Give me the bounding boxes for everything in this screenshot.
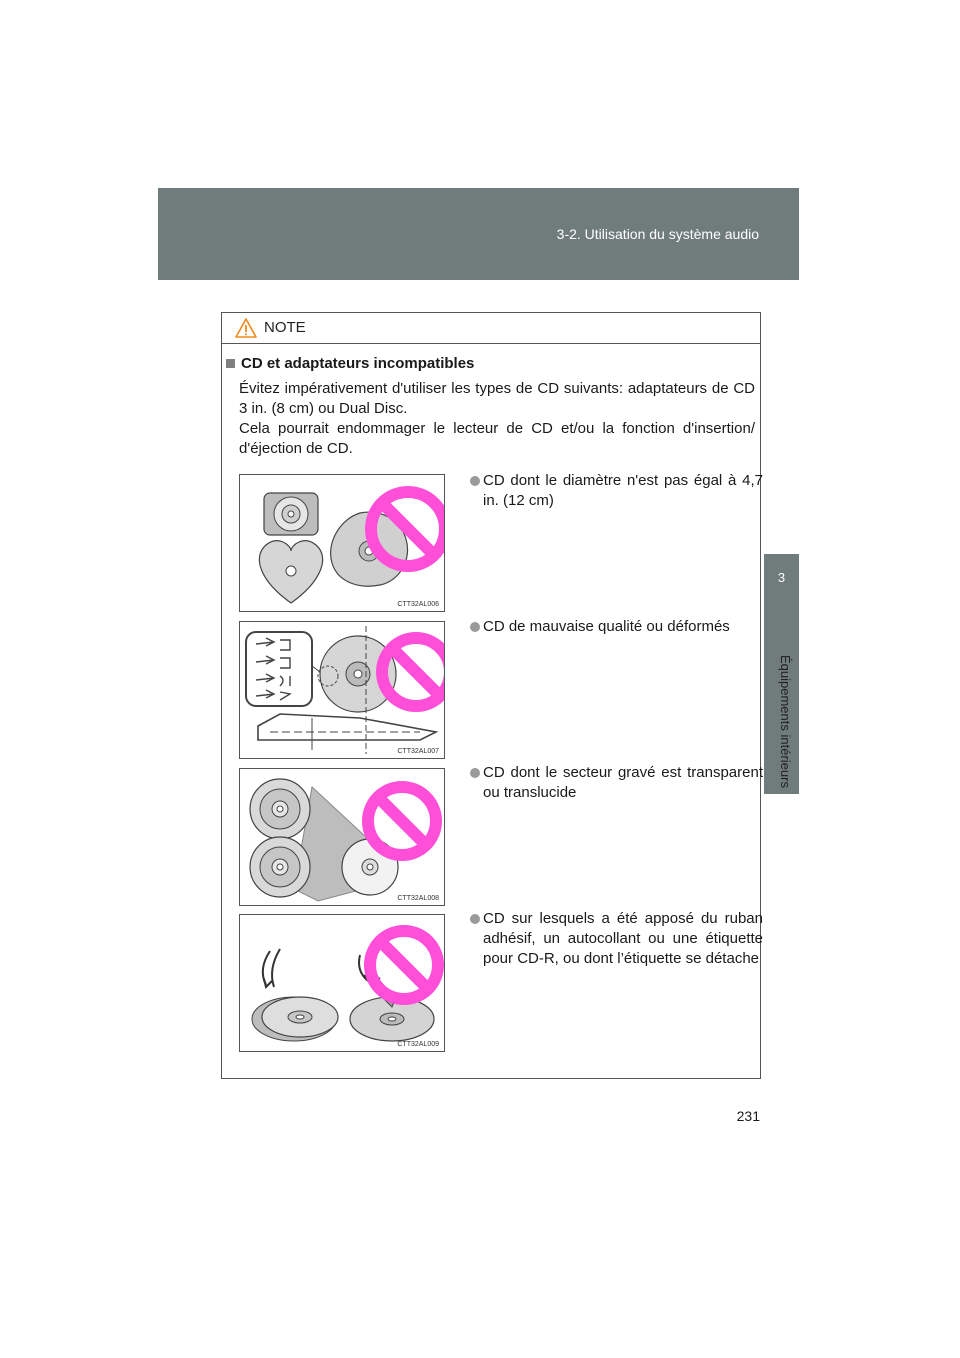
figure-labeled-cd — [239, 914, 445, 1052]
labeled-cd-illustration — [240, 915, 444, 1051]
list-item-text: CD dont le secteur gravé est transparent ou translucide — [483, 764, 763, 801]
list-item-text: CD de mauvaise qualité ou déformés — [483, 618, 730, 635]
list-item-text: CD dont le diamètre n'est pas égal à 4,7 in. (12 cm) — [483, 472, 763, 509]
square-bullet-icon — [226, 359, 235, 368]
note-paragraph-1: Évitez impérativement d'utiliser les types de CD suivants: adaptateurs de CD 3 in. (8 cm) ou Dual Disc. — [239, 380, 755, 417]
bullet-icon — [470, 622, 480, 632]
figure-deformed-cd — [239, 621, 445, 759]
list-item — [470, 909, 763, 969]
bullet-icon — [470, 914, 480, 924]
page-number: 231 — [736, 1108, 760, 1124]
chapter-label: Équipements intérieurs — [778, 655, 793, 788]
section-title: 3-2. Utilisation du système audio — [556, 226, 759, 242]
chapter-number: 3 — [777, 570, 786, 585]
note-box — [221, 312, 761, 1079]
transparent-cd-illustration — [240, 769, 444, 905]
list-item — [470, 763, 763, 803]
figure-code: CTT32AL008 — [397, 895, 439, 902]
list-item — [470, 617, 763, 637]
figure-code: CTT32AL006 — [397, 601, 439, 608]
list-item-text: CD sur lesquels a été apposé du ruban adhésif, un autocollant ou une étiquette pour CD-R, ou dont l’étiquette se détache — [483, 910, 763, 967]
section-heading-text: CD et adaptateurs incompatibles — [241, 355, 475, 372]
figure-code: CTT32AL007 — [397, 748, 439, 755]
bullet-icon — [470, 476, 480, 486]
odd-shaped-cd-illustration — [240, 475, 444, 611]
warning-triangle-icon — [234, 317, 258, 339]
deformed-cd-illustration — [240, 622, 444, 758]
note-header — [222, 313, 760, 344]
figure-code: CTT32AL009 — [397, 1041, 439, 1048]
figure-transparent-cd — [239, 768, 445, 906]
bullet-icon — [470, 768, 480, 778]
chapter-header — [158, 188, 799, 280]
figure-odd-shaped-cd — [239, 474, 445, 612]
note-paragraph-2: Cela pourrait endommager le lecteur de CD et/ou la fonction d'insertion/ d'éjection de CD. — [239, 420, 755, 457]
note-section-heading — [226, 355, 474, 372]
note-title: NOTE — [264, 319, 306, 336]
list-item — [470, 471, 763, 511]
